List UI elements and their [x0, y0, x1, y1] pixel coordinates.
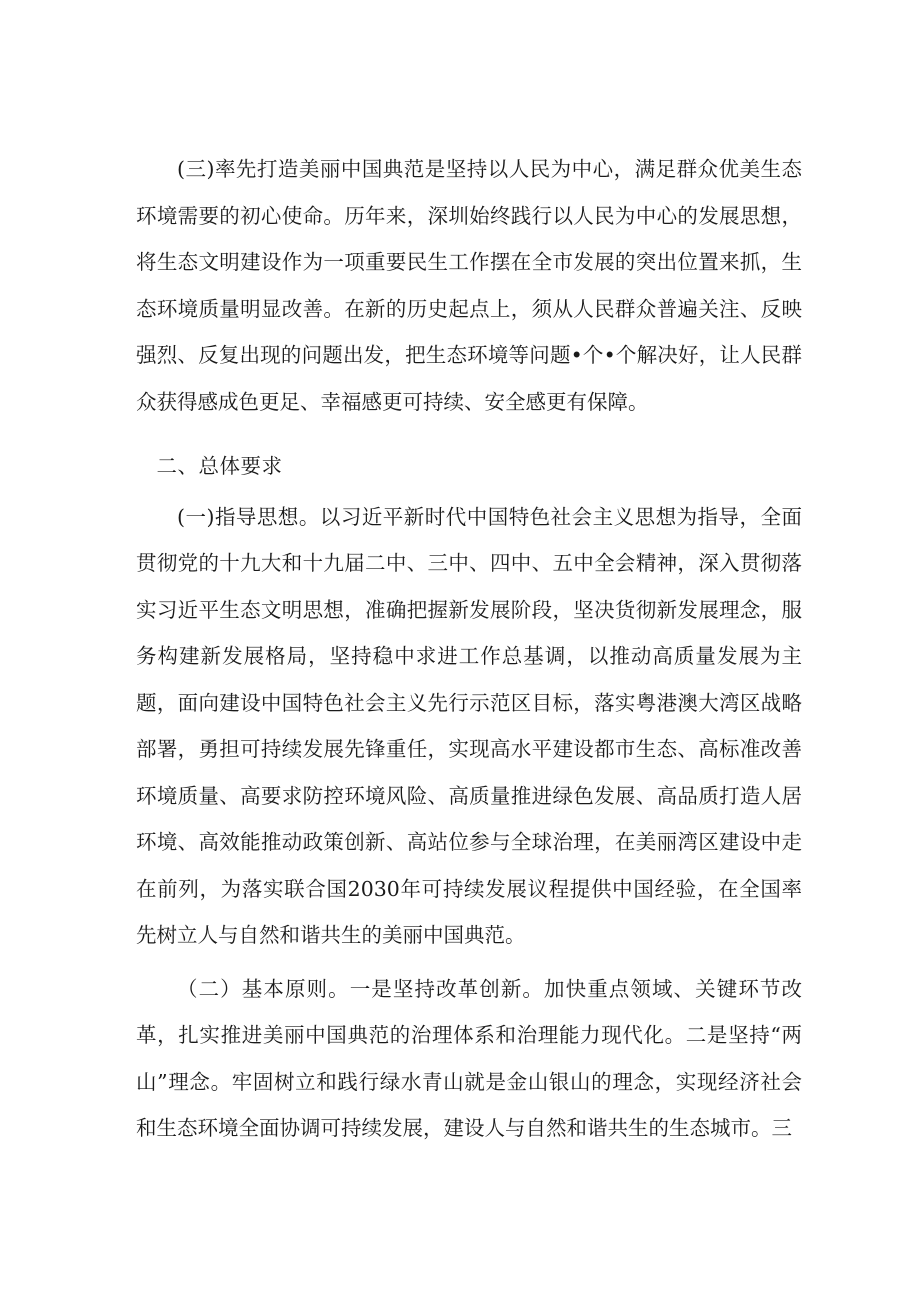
paragraph-basic-principles: （二）基本原则。一是坚持改革创新。加快重点领域、关键环节改革，扎实推进美丽中国典范的治理体系和治理能力现代化。二是坚持“两山”理念。牢固树立和践行绿水青山就是金山银山的理念，实现经济社会和生态环境全面协调可持续发展，建设人与自然和谐共生的生态城市。三 — [136, 976, 802, 1140]
section-heading-overall-requirements: 二、总体要求 — [156, 454, 283, 478]
paragraph-leading-role: (三)率先打造美丽中国典范是坚持以人民为中心，满足群众优美生态环境需要的初心使命。历年来，深圳始终践行以人民为中心的发展思想，将生态文明建设作为一项重要民生工作摆在全市发展的突出位置来抓，生态环境质量明显改善。在新的历史起点上，须从人民群众普遍关注、反映强烈、反复出现的问题出发，把生态环境等问题•个•个解决好，让人民群众获得感成色更足、幸福感更可持续、安全感更有保障。 — [136, 157, 802, 414]
paragraph-guiding-ideology: (一)指导思想。以习近平新时代中国特色社会主义思想为指导，全面贯彻党的十九大和十九届二中、三中、四中、五中全会精神，深入贯彻落实习近平生态文明思想，准确把握新发展阶段，坚决货彻新发展理念，服务构建新发展格局，坚持稳中求进工作总基调，以推动高质量发展为主题，面向建设中国特色社会主义先行示范区目标，落实粤港澳大湾区战略部署，勇担可持续发展先锋重任，实现高水平建设都市生态、高标准改善环境质量、高要求防控环境风险、高质量推进绿色发展、高品质打造人居环境、高效能推动政策创新、高站位参与全球治理，在美丽湾区建设中走在前列，为落实联合国2030年可持续发展议程提供中国经验，在全国率先树立人与自然和谐共生的美丽中国典范。 — [136, 504, 802, 947]
document-body — [136, 146, 802, 1152]
